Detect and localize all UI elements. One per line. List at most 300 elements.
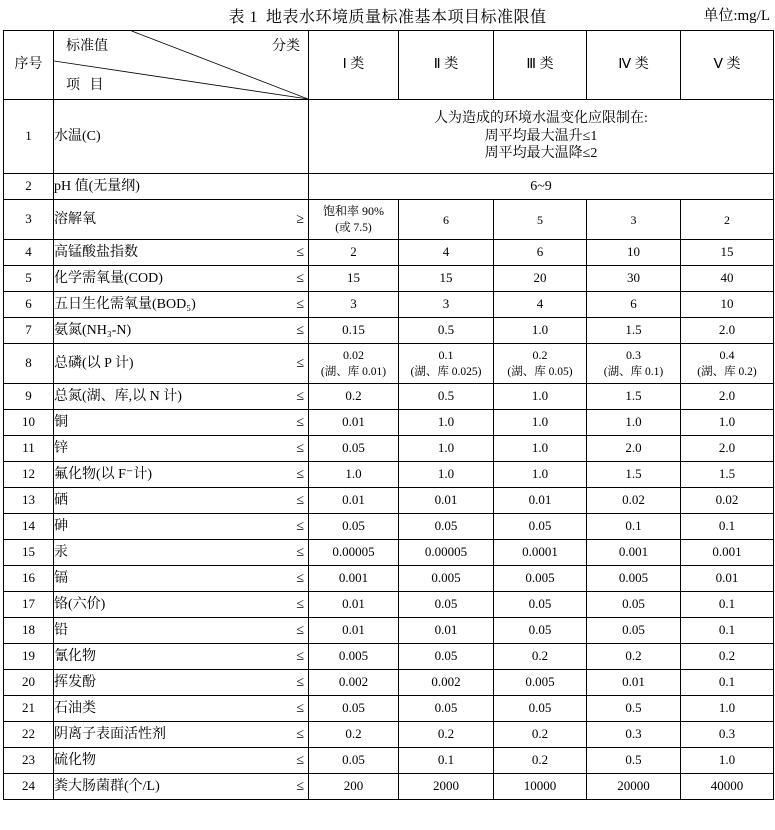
value-main: 1.5 [625, 388, 642, 404]
row-value-class-3 [494, 592, 587, 618]
value-main: 40 [720, 270, 734, 286]
value-main: 0.1 [437, 752, 455, 768]
table-row [4, 344, 774, 384]
row-value-class-1 [309, 592, 399, 618]
row-comparison-symbol: ≤ [296, 270, 304, 286]
row-comparison-symbol: ≤ [296, 778, 304, 794]
table-head [4, 31, 774, 100]
row-item-name: 总磷(以 P 计) [54, 355, 134, 371]
table-number: 表 1 [228, 8, 258, 26]
row-item-name: 水温(C) [54, 128, 101, 144]
row-value-class-3 [494, 200, 587, 240]
row-value-class-4 [587, 722, 681, 748]
table-row [4, 618, 774, 644]
value-main: 0.01 [342, 596, 365, 612]
table-row [4, 292, 774, 318]
value-main: 40000 [710, 778, 744, 794]
value-main: 3 [350, 296, 357, 312]
row-value-class-5 [681, 514, 774, 540]
table-row [4, 436, 774, 462]
merged-value-line: 周平均最大温升≤1 [484, 128, 598, 144]
value-main: 0.00005 [424, 544, 468, 560]
value-main: 0.002 [338, 674, 369, 690]
row-number: 24 [4, 774, 54, 800]
row-number: 23 [4, 748, 54, 774]
table-title-text: 地表水环境质量标准基本项目标准限值 [266, 8, 547, 26]
table-row [4, 644, 774, 670]
value-main: 1.0 [437, 414, 455, 430]
row-value-class-5 [681, 344, 774, 384]
row-item-cell [54, 592, 309, 618]
value-main: 5 [537, 212, 543, 227]
value-main: 0.05 [622, 596, 645, 612]
value-main: 0.2 [532, 347, 548, 362]
row-value-class-3 [494, 462, 587, 488]
row-value-class-1 [309, 696, 399, 722]
row-item-cell [54, 410, 309, 436]
row-item-cell [54, 774, 309, 800]
row-number: 11 [4, 436, 54, 462]
header-class-5-label: Ⅴ 类 [713, 57, 741, 73]
row-comparison-symbol: ≤ [296, 466, 304, 482]
value-main: 0.2 [437, 726, 455, 742]
table-row [4, 722, 774, 748]
row-item-cell [54, 436, 309, 462]
row-value-class-4 [587, 592, 681, 618]
value-main: 15 [439, 270, 453, 286]
row-value-class-2 [399, 410, 494, 436]
merged-value-line: 周平均最大温降≤2 [484, 146, 598, 162]
row-value-class-5 [681, 488, 774, 514]
value-main: 0.3 [626, 347, 641, 362]
value-main: 0.05 [342, 752, 365, 768]
value-main: 0.2 [345, 726, 362, 742]
row-value-class-2 [399, 540, 494, 566]
value-main: 6 [536, 244, 544, 260]
row-value-class-1 [309, 318, 399, 344]
value-main: 0.005 [525, 674, 555, 690]
value-main: 1.0 [718, 700, 736, 716]
value-main: 0.01 [342, 414, 365, 430]
row-comparison-symbol: ≤ [296, 414, 304, 430]
row-comparison-symbol: ≤ [296, 622, 304, 638]
table-row [4, 748, 774, 774]
row-value-class-4 [587, 200, 681, 240]
value-note: (湖、库 0.2) [697, 365, 757, 378]
row-value-class-3 [494, 696, 587, 722]
table-row [4, 240, 774, 266]
row-value-class-2 [399, 670, 494, 696]
standard-limits-table [3, 30, 774, 800]
value-main: 4 [536, 296, 544, 312]
row-comparison-symbol: ≤ [296, 388, 304, 404]
row-comparison-symbol: ≤ [296, 648, 304, 664]
row-item-name: 化学需氧量(COD) [54, 270, 163, 286]
row-value-class-1 [309, 748, 399, 774]
row-item-cell [54, 722, 309, 748]
value-main: 0.1 [718, 674, 736, 690]
row-value-class-4 [587, 566, 681, 592]
title-row [0, 0, 775, 30]
row-value-class-2 [399, 774, 494, 800]
row-number: 10 [4, 410, 54, 436]
table-row [4, 410, 774, 436]
table-row [4, 540, 774, 566]
row-item-cell [54, 644, 309, 670]
row-value-class-2 [399, 566, 494, 592]
row-number: 3 [4, 200, 54, 240]
value-main: 1.5 [718, 466, 736, 482]
row-value-class-2 [399, 344, 494, 384]
header-split-cell [54, 31, 309, 100]
value-main: 0.05 [434, 700, 458, 716]
row-value-class-3 [494, 488, 587, 514]
row-item-name: 硒 [54, 492, 68, 508]
table-row [4, 200, 774, 240]
row-item-name: 镉 [54, 570, 68, 586]
value-main: 0.05 [528, 518, 552, 534]
row-item-name: 铜 [54, 414, 68, 430]
value-main: 2.0 [625, 440, 642, 456]
row-item-cell [54, 540, 309, 566]
merged-value-line: 人为造成的环境水温变化应限制在: [434, 111, 648, 127]
row-value-class-1 [309, 722, 399, 748]
header-classification-label: 分类 [272, 39, 300, 54]
header-class-4-label: Ⅳ 类 [618, 57, 649, 73]
value-main: 0.1 [625, 518, 642, 534]
row-comparison-symbol: ≤ [296, 244, 304, 260]
row-value-class-3 [494, 384, 587, 410]
value-main: 0.005 [431, 570, 461, 586]
value-main: 饱和率 90% [323, 203, 384, 218]
row-value-class-1 [309, 462, 399, 488]
row-value-class-3 [494, 618, 587, 644]
unit-label: 单位:mg/L [703, 8, 770, 24]
value-note: (或 7.5) [335, 221, 372, 234]
row-value-class-5 [681, 618, 774, 644]
value-main: 0.05 [528, 596, 552, 612]
value-main: 0.5 [625, 700, 642, 716]
row-value-class-5 [681, 696, 774, 722]
row-value-class-2 [399, 488, 494, 514]
row-item-name: 砷 [54, 518, 68, 534]
value-main: 0.1 [718, 518, 736, 534]
row-value-class-4 [587, 318, 681, 344]
row-comparison-symbol: ≤ [296, 700, 304, 716]
row-item-name: pH 值(无量纲) [54, 178, 140, 194]
row-value-class-2 [399, 514, 494, 540]
row-comparison-symbol: ≥ [296, 211, 304, 227]
table-row [4, 514, 774, 540]
row-comparison-symbol: ≤ [296, 674, 304, 690]
value-main: 0.2 [345, 388, 362, 404]
value-main: 10 [720, 296, 734, 312]
row-item-name: 挥发酚 [54, 674, 96, 690]
value-main: 1.0 [718, 752, 736, 768]
table-row [4, 384, 774, 410]
row-value-class-3 [494, 644, 587, 670]
row-value-class-4 [587, 514, 681, 540]
value-main: 0.3 [718, 726, 736, 742]
row-item-cell [54, 100, 309, 174]
row-value-class-1 [309, 618, 399, 644]
row-number: 2 [4, 174, 54, 200]
value-main: 2 [724, 212, 730, 227]
value-main: 0.5 [437, 388, 455, 404]
value-main: 0.05 [434, 596, 458, 612]
row-value-class-2 [399, 200, 494, 240]
value-main: 0.2 [625, 648, 642, 664]
row-value-class-3 [494, 722, 587, 748]
value-main: 1.5 [625, 466, 642, 482]
row-number: 22 [4, 722, 54, 748]
row-item-name: 氨氮(NH₃-N) [54, 322, 132, 338]
value-main: 0.01 [715, 570, 739, 586]
row-value-class-4 [587, 696, 681, 722]
value-main: 0.05 [434, 518, 458, 534]
row-value-class-5 [681, 566, 774, 592]
row-comparison-symbol: ≤ [296, 322, 304, 338]
row-merged-value [309, 174, 774, 200]
row-comparison-symbol: ≤ [296, 752, 304, 768]
value-main: 0.02 [622, 492, 645, 508]
value-main: 0.5 [625, 752, 642, 768]
value-main: 1.5 [625, 322, 642, 338]
row-item-name: 硫化物 [54, 752, 96, 768]
row-value-class-2 [399, 644, 494, 670]
row-item-name: 氟化物(以 F⁻计) [54, 466, 152, 482]
value-main: 1.0 [531, 414, 549, 430]
row-value-class-4 [587, 488, 681, 514]
header-class-5 [681, 31, 774, 100]
value-main: 2 [350, 244, 357, 260]
row-number: 6 [4, 292, 54, 318]
row-number: 1 [4, 100, 54, 174]
value-main: 0.01 [342, 492, 365, 508]
row-item-cell [54, 318, 309, 344]
value-main: 0.01 [434, 622, 458, 638]
row-value-class-1 [309, 344, 399, 384]
row-number: 7 [4, 318, 54, 344]
row-value-class-3 [494, 266, 587, 292]
row-item-cell [54, 292, 309, 318]
value-main: 0.005 [338, 648, 369, 664]
row-value-class-3 [494, 774, 587, 800]
header-class-1-label: Ⅰ 类 [342, 57, 365, 73]
row-number: 15 [4, 540, 54, 566]
row-number: 12 [4, 462, 54, 488]
value-main: 0.02 [343, 347, 364, 362]
row-value-class-4 [587, 774, 681, 800]
table-body [4, 100, 774, 800]
row-item-cell [54, 200, 309, 240]
value-main: 0.05 [342, 700, 365, 716]
page-title [0, 4, 775, 27]
row-item-cell [54, 266, 309, 292]
row-item-name: 溶解氧 [54, 211, 96, 227]
row-number: 19 [4, 644, 54, 670]
row-merged-value [309, 100, 774, 174]
row-item-cell [54, 670, 309, 696]
row-value-class-1 [309, 436, 399, 462]
row-value-class-5 [681, 670, 774, 696]
value-note: (湖、库 0.01) [320, 365, 387, 378]
row-value-class-1 [309, 240, 399, 266]
row-item-name: 铬(六价) [54, 596, 106, 612]
value-main: 1.0 [625, 414, 642, 430]
value-main: 2.0 [718, 440, 736, 456]
row-value-class-5 [681, 540, 774, 566]
value-main: 3 [442, 296, 450, 312]
row-item-cell [54, 488, 309, 514]
row-value-class-1 [309, 670, 399, 696]
row-value-class-5 [681, 384, 774, 410]
value-main: 1.0 [345, 466, 362, 482]
row-value-class-5 [681, 318, 774, 344]
row-item-cell [54, 240, 309, 266]
value-main: 2000 [433, 778, 459, 794]
table-row [4, 670, 774, 696]
row-comparison-symbol: ≤ [296, 544, 304, 560]
row-value-class-4 [587, 292, 681, 318]
row-item-name: 铅 [54, 622, 68, 638]
row-value-class-5 [681, 644, 774, 670]
row-value-class-1 [309, 566, 399, 592]
row-number: 14 [4, 514, 54, 540]
value-main: 0.05 [342, 518, 365, 534]
row-value-class-2 [399, 462, 494, 488]
value-note: (湖、库 0.05) [507, 365, 573, 378]
header-class-1 [309, 31, 399, 100]
row-value-class-5 [681, 240, 774, 266]
value-main: 20 [533, 270, 547, 286]
table-row [4, 318, 774, 344]
row-item-cell [54, 462, 309, 488]
row-value-class-4 [587, 266, 681, 292]
header-class-3 [494, 31, 587, 100]
header-class-2 [399, 31, 494, 100]
header-class-3-label: Ⅲ 类 [526, 57, 554, 73]
row-value-class-4 [587, 384, 681, 410]
row-value-class-3 [494, 748, 587, 774]
row-value-class-2 [399, 292, 494, 318]
row-value-class-4 [587, 540, 681, 566]
row-value-class-5 [681, 722, 774, 748]
header-standard-value-label: 标准值 [66, 39, 108, 54]
value-main: 0.005 [525, 570, 555, 586]
row-value-class-1 [309, 384, 399, 410]
row-item-cell [54, 566, 309, 592]
row-value-class-4 [587, 410, 681, 436]
row-value-class-3 [494, 318, 587, 344]
row-number: 4 [4, 240, 54, 266]
value-main: 0.001 [618, 544, 649, 560]
merged-value-line: 6~9 [530, 178, 552, 194]
row-value-class-4 [587, 670, 681, 696]
row-value-class-4 [587, 618, 681, 644]
row-value-class-5 [681, 774, 774, 800]
row-item-name: 总氮(湖、库,以 N 计) [54, 388, 182, 404]
row-value-class-2 [399, 436, 494, 462]
row-comparison-symbol: ≤ [296, 296, 304, 312]
value-main: 1.0 [437, 466, 455, 482]
row-value-class-3 [494, 670, 587, 696]
row-number: 17 [4, 592, 54, 618]
value-main: 0.2 [531, 648, 549, 664]
header-class-2-label: Ⅱ 类 [433, 57, 459, 73]
value-main: 20000 [617, 778, 650, 794]
row-item-cell [54, 514, 309, 540]
value-main: 15 [347, 270, 360, 286]
value-main: 0.05 [342, 440, 365, 456]
row-value-class-4 [587, 748, 681, 774]
row-value-class-5 [681, 410, 774, 436]
value-main: 0.1 [718, 622, 736, 638]
row-comparison-symbol: ≤ [296, 596, 304, 612]
row-value-class-1 [309, 774, 399, 800]
row-value-class-2 [399, 266, 494, 292]
row-value-class-2 [399, 318, 494, 344]
value-main: 0.001 [712, 544, 742, 560]
row-number: 21 [4, 696, 54, 722]
row-value-class-4 [587, 462, 681, 488]
row-value-class-3 [494, 540, 587, 566]
row-item-name: 锌 [54, 440, 68, 456]
value-main: 1.0 [531, 322, 549, 338]
value-main: 1.0 [718, 414, 736, 430]
row-value-class-1 [309, 200, 399, 240]
row-item-name: 氰化物 [54, 648, 96, 664]
row-value-class-5 [681, 748, 774, 774]
table-row [4, 266, 774, 292]
value-main: 2.0 [718, 322, 736, 338]
row-item-cell [54, 174, 309, 200]
row-number: 16 [4, 566, 54, 592]
value-main: 0.15 [342, 322, 365, 338]
row-value-class-2 [399, 384, 494, 410]
table-row [4, 462, 774, 488]
value-main: 0.01 [434, 492, 458, 508]
value-main: 0.01 [342, 622, 365, 638]
value-main: 1.0 [531, 388, 549, 404]
value-main: 0.3 [625, 726, 642, 742]
row-value-class-1 [309, 292, 399, 318]
row-value-class-4 [587, 344, 681, 384]
row-item-cell [54, 618, 309, 644]
value-main: 10000 [523, 778, 557, 794]
row-item-name: 五日生化需氧量(BOD₅) [54, 296, 196, 312]
value-main: 0.05 [528, 700, 552, 716]
row-comparison-symbol: ≤ [296, 492, 304, 508]
row-item-cell [54, 344, 309, 384]
value-main: 0.05 [528, 622, 552, 638]
table-row [4, 566, 774, 592]
row-comparison-symbol: ≤ [296, 726, 304, 742]
row-comparison-symbol: ≤ [296, 570, 304, 586]
row-value-class-5 [681, 592, 774, 618]
row-value-class-1 [309, 266, 399, 292]
row-comparison-symbol: ≤ [296, 440, 304, 456]
header-item-label: 项 目 [66, 77, 107, 93]
row-value-class-2 [399, 696, 494, 722]
row-value-class-1 [309, 488, 399, 514]
row-number: 8 [4, 344, 54, 384]
table-row [4, 774, 774, 800]
row-value-class-3 [494, 436, 587, 462]
row-value-class-1 [309, 410, 399, 436]
row-item-name: 高锰酸盐指数 [54, 244, 138, 260]
row-comparison-symbol: ≤ [296, 518, 304, 534]
